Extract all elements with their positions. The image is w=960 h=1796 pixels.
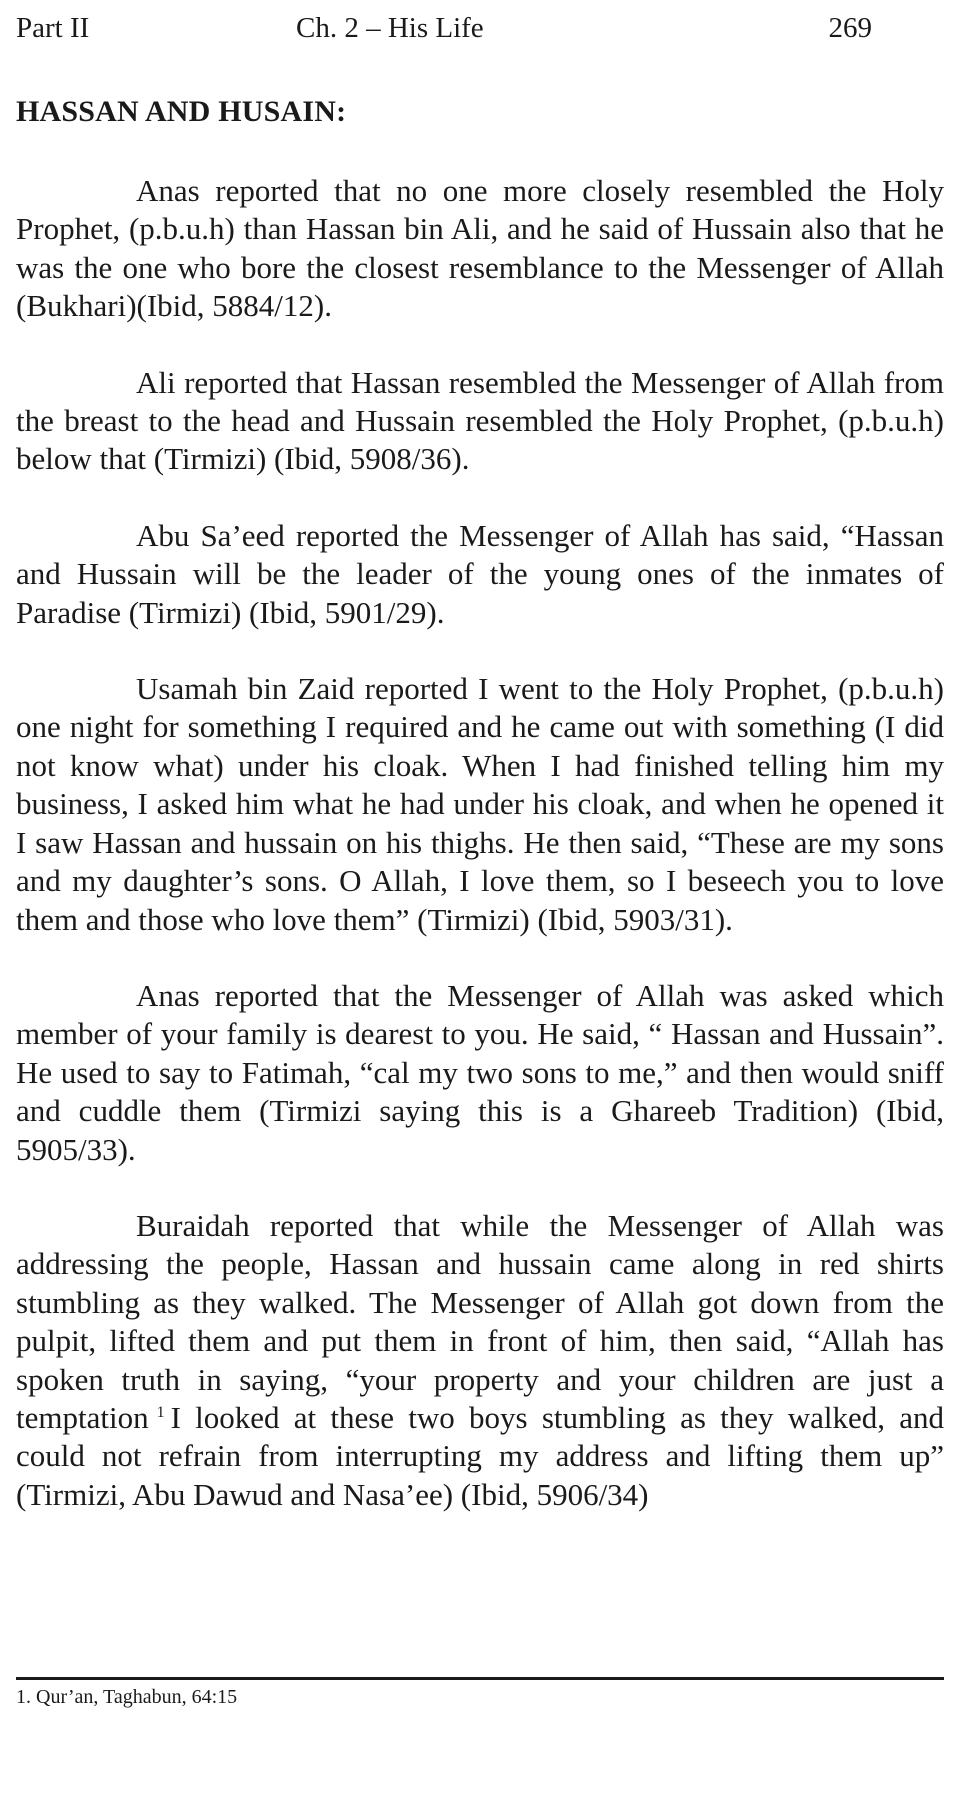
footnote-marker[interactable]: 1: [156, 1403, 165, 1421]
paragraph-1: Anas reported that no one more closely resembled the Holy Prophet, (p.b.u.h) than Hassan bin Ali, and he said of Hussain also that he was the one who bore the closest resemblance to the Messenger of Allah (Bukhari)(Ibid, 5884/12).: [16, 173, 944, 324]
footnote-rule: [16, 1677, 944, 1680]
page-number: 269: [828, 12, 872, 44]
paragraph-2: Ali reported that Hassan resembled the Messenger of Allah from the breast to the head and Hussain resembled the Holy Prophet, (p.b.u.h) below that (Tirmizi) (Ibid, 5908/36).: [16, 364, 944, 477]
body-text: [16, 172, 944, 1514]
paragraph-3: Abu Sa’eed reported the Messenger of Allah has said, “Hassan and Hussain will be the leader of the young ones of the inmates of Paradise (Tirmizi) (Ibid, 5901/29).: [16, 517, 944, 630]
footnote: 1. Qur’an, Taghabun, 64:15: [16, 1686, 238, 1708]
paragraph-6: [16, 1207, 944, 1514]
paragraph-6-text-b: I looked at these two boys stumbling as they walked, and could not refrain from interrupting my address and lifting them up” (Tirmizi, Abu Dawud and Nasa’ee) (Ibid, 5906/34): [16, 1399, 944, 1512]
header-part: Part II: [16, 12, 90, 44]
paragraph-4: Usamah bin Zaid reported I went to the Holy Prophet, (p.b.u.h) one night for something I required and he came out with something (I did not know what) under his cloak. When I had finished telling him my business, I asked him what he had under his cloak, and when he opened it I saw Hassan and hussain on his thighs. He then said, “These are my sons and my daughter’s sons. O Allah, I love them, so I beseech you to love them and those who love them” (Tirmizi) (Ibid, 5903/31).: [16, 671, 944, 937]
paragraph-6-text-a: Buraidah reported that while the Messenger of Allah was addressing the people, Hassan and hussain came along in red shirts stumbling as they walked. The Messenger of Allah got down from the pulpit, lifted them and put them in front of him, then said, “Allah has spoken truth in saying, “your property and your children are just a temptation: [16, 1207, 944, 1435]
running-header: [16, 8, 944, 48]
header-chapter: Ch. 2 – His Life: [296, 12, 484, 44]
section-heading: HASSAN AND HUSAIN:: [16, 95, 347, 128]
paragraph-5: Anas reported that the Messenger of Allah was asked which member of your family is dearest to you. He said, “ Hassan and Hussain”. He used to say to Fatimah, “cal my two sons to me,” and then would sniff and cuddle them (Tirmizi saying this is a Ghareeb Tradition) (Ibid, 5905/33).: [16, 977, 944, 1167]
